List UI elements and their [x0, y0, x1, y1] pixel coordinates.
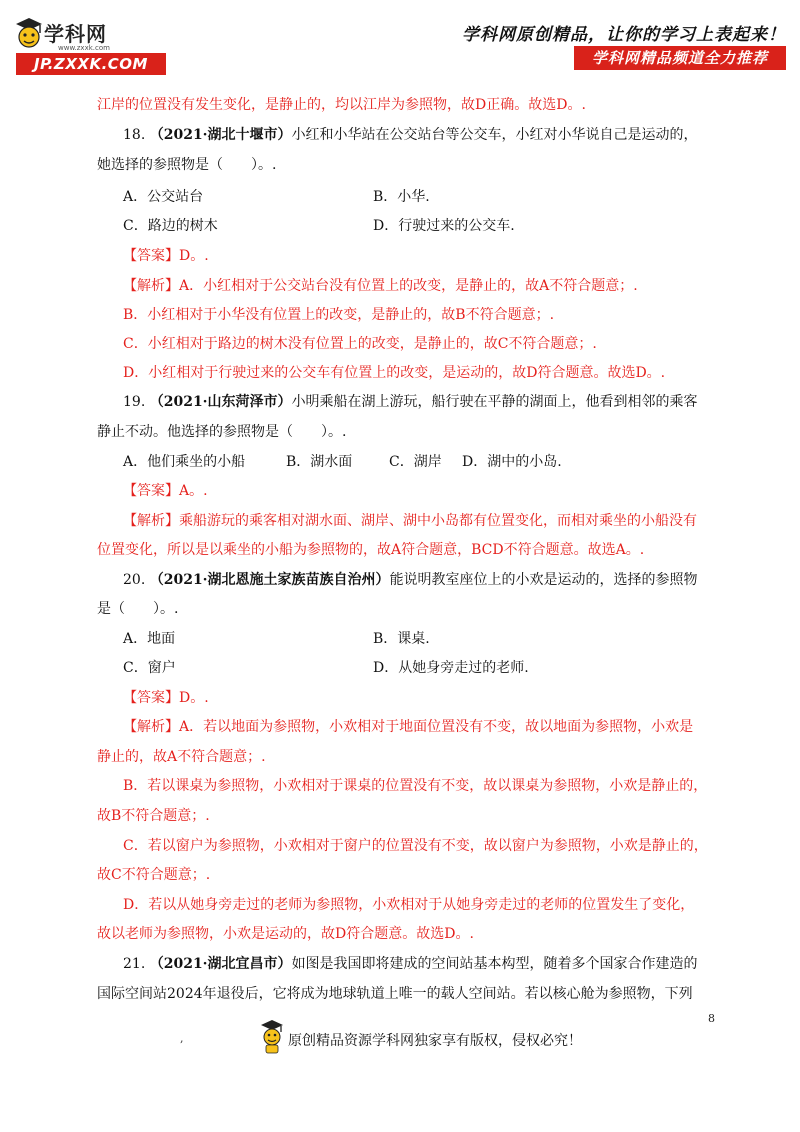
q19-option-b: B．湖水面	[286, 454, 353, 470]
question-20-stem-cont: 是（ ）。.	[97, 601, 179, 617]
q19-answer: 【答案】A。.	[123, 483, 208, 499]
mascot-icon	[12, 16, 46, 52]
zxxk-logo[interactable]	[12, 16, 162, 72]
q18-answer: 【答案】D。.	[123, 248, 209, 264]
q19-option-a: A．他们乘坐的小船	[123, 454, 246, 470]
q18-explanation-4: D．小红相对于行驶过来的公交车有位置上的改变，是运动的，故D符合题意。故选D。.	[123, 365, 666, 381]
question-number: 18.	[123, 127, 146, 143]
question-source: （2021·湖北恩施土家族苗族自治州）	[149, 572, 390, 588]
question-18-stem	[123, 125, 698, 145]
question-text: 小明乘船在湖上游玩，船行驶在平静的湖面上，他看到相邻的乘客	[291, 394, 698, 410]
page-number: 8	[708, 1012, 715, 1025]
q18-option-a: A．公交站台	[123, 189, 204, 205]
q18-explanation-1: 【解析】A．小红相对于公交站台没有位置上的改变，是静止的，故A不符合题意；.	[123, 278, 638, 294]
q20-explanation-2: 静止的，故A不符合题意；.	[97, 749, 266, 765]
q19-option-c: C．湖岸	[389, 454, 442, 470]
q18-option-b: B．小华.	[373, 189, 430, 205]
question-19-stem	[123, 392, 698, 412]
header-slogan: 学科网原创精品，让你的学习上表起来！	[462, 25, 786, 45]
question-21-stem-cont: 国际空间站2024年退役后，它将成为地球轨道上唯一的载人空间站。若以核心舱为参照物，下列	[97, 986, 693, 1002]
q20-option-b: B．课桌.	[373, 631, 430, 647]
q20-explanation-3: B．若以课桌为参照物，小欢相对于课桌的位置没有不变，故以课桌为参照物，小欢是静止的，	[123, 778, 708, 794]
q20-explanation-5: C．若以窗户为参照物，小欢相对于窗户的位置没有不变，故以窗户为参照物，小欢是静止的，	[123, 838, 708, 854]
q18-option-d: D．行驶过来的公交车.	[373, 218, 515, 234]
q20-explanation-6: 故C不符合题意；.	[97, 867, 211, 883]
question-number: 19.	[123, 394, 146, 410]
question-text: 能说明教室座位上的小欢是运动的，选择的参照物	[389, 572, 698, 588]
q18-option-c: C．路边的树木	[123, 218, 218, 234]
footer-comma: ,	[180, 1032, 184, 1045]
recommend-banner: 学科网精品频道全力推荐	[574, 46, 786, 70]
q20-option-c: C．窗户	[123, 660, 176, 676]
q20-answer: 【答案】D。.	[123, 690, 209, 706]
logo-domain-bar: JP.ZXXK.COM	[16, 53, 166, 75]
page-footer	[180, 1018, 600, 1058]
q19-explanation-1: 【解析】乘船游玩的乘客相对湖水面、湖岸、湖中小岛都有位置变化，而相对乘坐的小船没有	[123, 513, 697, 529]
question-source: （2021·山东菏泽市）	[149, 394, 292, 410]
question-18-stem-cont: 她选择的参照物是（ ）。.	[97, 157, 277, 173]
prev-explanation-tail: 江岸的位置没有发生变化，是静止的，均以江岸为参照物，故D正确。故选D。.	[97, 97, 586, 113]
q20-explanation-8: 故以老师为参照物，小欢是运动的，故D符合题意。故选D。.	[97, 926, 474, 942]
q19-option-d: D．湖中的小岛.	[462, 454, 562, 470]
page-header	[0, 0, 800, 80]
q20-explanation-4: 故B不符合题意；.	[97, 808, 210, 824]
question-source: （2021·湖北十堰市）	[149, 127, 292, 143]
question-number: 20.	[123, 572, 146, 588]
logo-url: www.zxxk.com	[58, 44, 110, 52]
question-20-stem	[123, 570, 698, 590]
question-text: 如图是我国即将建成的空间站基本构型，随着多个国家合作建造的	[291, 956, 698, 972]
question-source: （2021·湖北宜昌市）	[149, 956, 292, 972]
logo-title: 学科网	[44, 22, 107, 46]
q20-option-d: D．从她身旁走过的老师.	[373, 660, 529, 676]
q20-option-a: A．地面	[123, 631, 176, 647]
question-text: 小红和小华站在公交站台等公交车，小红对小华说自己是运动的，	[291, 127, 698, 143]
q18-explanation-2: B．小红相对于小华没有位置上的改变，是静止的，故B不符合题意；.	[123, 307, 555, 323]
mascot-icon	[258, 1018, 286, 1054]
q20-explanation-7: D．若以从她身旁走过的老师为参照物，小欢相对于从她身旁走过的老师的位置发生了变化，	[123, 897, 695, 913]
copyright-notice: 原创精品资源学科网独家享有版权，侵权必究！	[288, 1033, 582, 1049]
q18-explanation-3: C．小红相对于路边的树木没有位置上的改变，是静止的，故C不符合题意；.	[123, 336, 597, 352]
q19-explanation-2: 位置变化，所以是以乘坐的小船为参照物的，故A符合题意，BCD不符合题意。故选A。.	[97, 542, 645, 558]
question-21-stem	[123, 954, 698, 974]
q20-explanation-1: 【解析】A．若以地面为参照物，小欢相对于地面位置没有不变，故以地面为参照物，小欢是	[123, 719, 694, 735]
question-19-stem-cont: 静止不动。他选择的参照物是（ ）。.	[97, 424, 347, 440]
question-number: 21.	[123, 956, 146, 972]
